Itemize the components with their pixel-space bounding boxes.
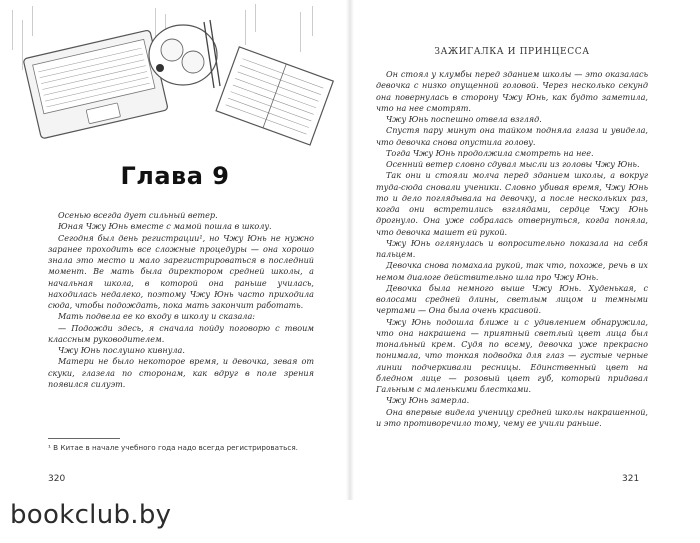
footnote: ¹ В Китае в начале учебного года надо всегда регистрироваться. — [48, 443, 298, 452]
paragraph: Девочка была немного выше Чжу Юнь. Худенькая, с волосами средней длины, светлым лицом и темными чертами — Она была очень красивой. — [376, 282, 648, 316]
paragraph: Она впервые видела ученицу средней школы накрашенной, и это противоречило тому, чему ее учили раньше. — [376, 406, 648, 428]
paragraph: Сегодня был день регистрации¹, но Чжу Юнь не нужно заранее проходить все сложные процедуры — она хорошо знала это место и мало зарегистрироваться в последний момент. Ве мать была директором средней школы, а начальная школа, в которой она раньше училась, находилась недалеко, поэтому Чжу Юнь часто приходила сюда, чтобы подождать, пока мать закончит работать. — [48, 232, 314, 310]
paragraph: Он стоял у клумбы перед зданием школы — это оказалась девочка с низко опущенной головой. Через несколько секунд она повернулась в сторону Чжу Юнь, как будто заметила, что на нее смотрят. — [376, 69, 648, 113]
paragraph: — Подожди здесь, я сначала пойду поговорю с твоим классным руководителем. — [48, 322, 314, 344]
page-number-left: 320 — [48, 474, 66, 484]
paragraph: Тогда Чжу Юнь продолжила смотреть на нее. — [386, 147, 594, 158]
notebook-icon — [216, 47, 333, 145]
left-page-body — [48, 210, 314, 390]
paragraph: Чжу Юнь поспешно отвела взгляд. — [386, 114, 542, 124]
paragraph: Спустя пару минут она тайком подняла глаза и увидела, что девочка снова опустила голову. — [376, 125, 648, 147]
page-number-right: 321 — [622, 474, 640, 484]
paragraph: Осенью всегда дует сильный ветер. — [58, 210, 218, 220]
desk-illustration — [0, 0, 350, 150]
running-head: ЗАЖИГАЛКА И ПРИНЦЕССА — [434, 47, 590, 57]
plate-icon — [149, 25, 217, 85]
paragraph: Так они и стояли молча перед зданием школы, а вокруг туда-сюда сновали ученики. Словно убивая время, Чжу Юнь то и дело поглядывала на девочку, а после нескольких раз, когда они встретились взглядами, сердце Чжу Юнь дрогнуло. Она уже собралась отвернуться, когда поняла, что девочка машет ей рукой. — [376, 170, 648, 237]
paragraph: Девочка снова помахала рукой, так что, похоже, речь в их немом диалоге действительно шла про Чжу Юнь. — [376, 260, 648, 282]
left-page — [0, 0, 350, 500]
laptop-icon — [23, 30, 168, 139]
paragraph: Чжу Юнь послушно кивнула. — [58, 345, 185, 355]
watermark-text: bookclub.by — [10, 500, 172, 530]
paragraph: Чжу Юнь оглянулась и вопросительно показала на себя пальцем. — [376, 237, 648, 259]
footnote-divider — [48, 438, 120, 439]
paragraph: Матери не было некоторое время, и девочка, зевая от скуки, глазела по сторонам, как вдруг в поле зрения появился силуэт. — [48, 356, 314, 389]
paragraph: Мать подвела ее ко входу в школу и сказала: — [58, 311, 256, 322]
paragraph: Юная Чжу Юнь вместе с мамой пошла в школу. — [58, 221, 272, 232]
paragraph: Осенний ветер словно сдувал мысли из головы Чжу Юнь. — [386, 159, 640, 169]
right-page-body — [376, 69, 648, 429]
paragraph: Чжу Юнь подошла ближе и с удивлением обнаружила, что она накрашена — приятный светлый цвет лица был тональный крем. Судя по всему, девочка уже прекрасно понимала, что тонкая подводка для глаз — густые черные линии подчеркивали ресницы. Единственный цвет на бледном лице — розовый цвет губ, который придавал Гальным с маленькими блестками. — [376, 316, 648, 394]
paragraph: Чжу Юнь замерла. — [386, 395, 470, 406]
chapter-title: Глава 9 — [120, 162, 230, 190]
